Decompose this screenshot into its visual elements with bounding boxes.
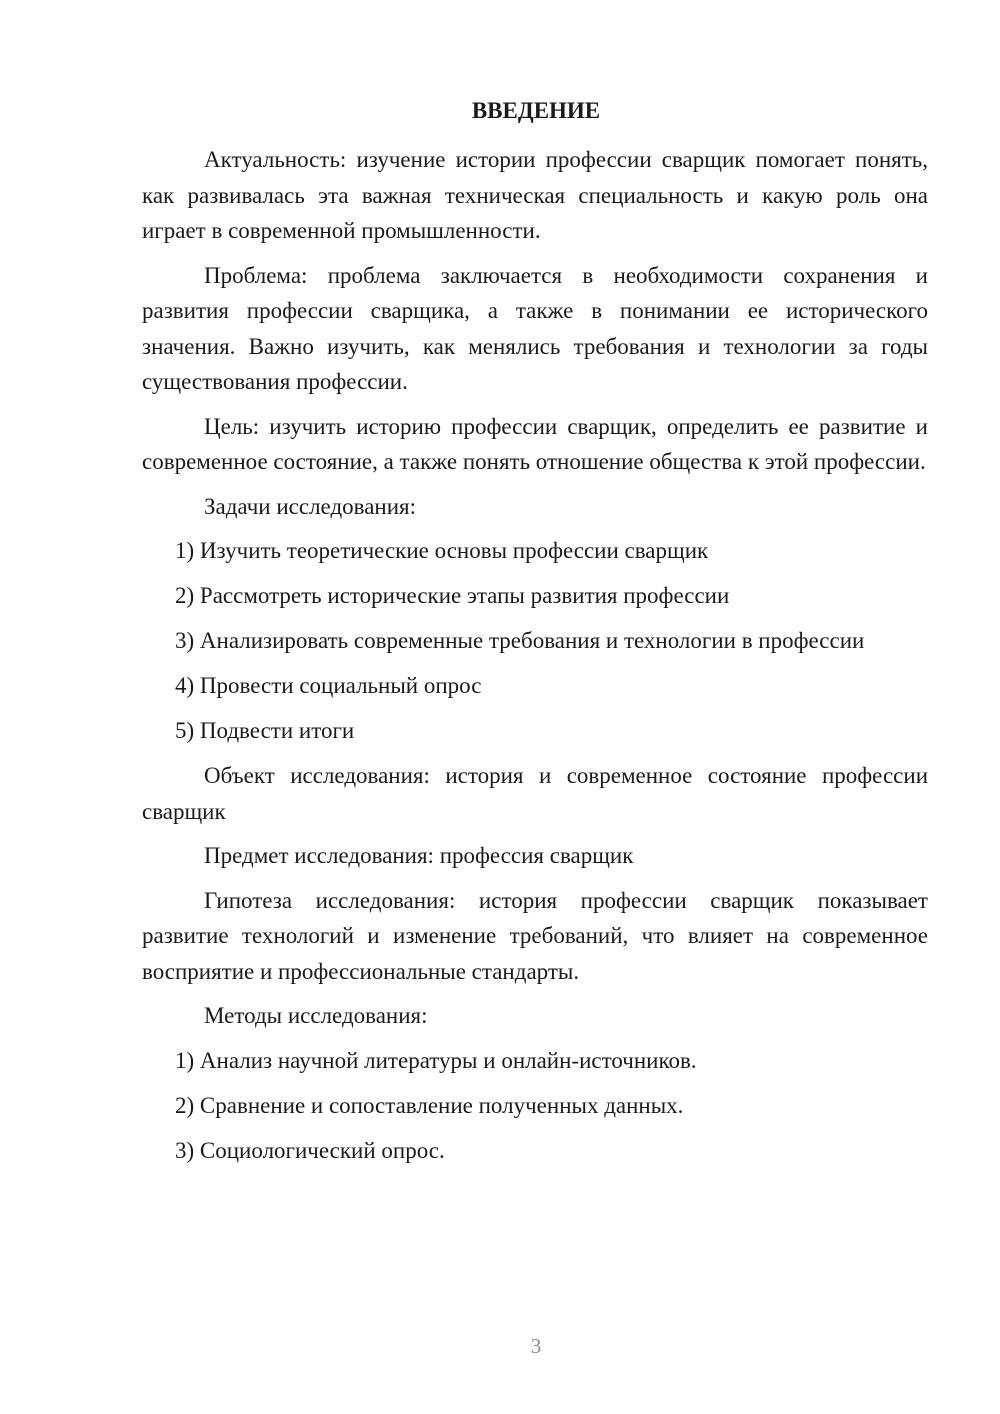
problem-paragraph: Проблема: проблема заключается в необходимости сохранения и развития профессии сварщика, а также в понимании ее исторического значения. Важно изучить, как менялись требования и технологии за годы существования профессии. [142, 262, 928, 394]
list-item: 5) Подвести итоги [175, 718, 355, 743]
methods-heading: Методы исследования: [204, 1003, 428, 1028]
methods-list [142, 1043, 928, 1169]
list-item: 3) Анализировать современные требования и технологии в профессии [175, 628, 865, 653]
list-item: 1) Изучить теоретические основы профессии сварщик [175, 538, 709, 563]
list-item: 4) Провести социальный опрос [175, 673, 482, 698]
subject-paragraph: Предмет исследования: профессия сварщик [204, 843, 634, 868]
document-body [142, 142, 928, 1178]
tasks-heading: Задачи исследования: [204, 493, 417, 519]
list-item: 2) Рассмотреть исторические этапы развития профессии [175, 583, 730, 608]
list-item: 3) Социологический опрос. [175, 1137, 445, 1163]
hypothesis-paragraph: Гипотеза исследования: история профессии сварщик показывает развитие технологий и изменение требований, что влияет на современное восприятие и профессиональные стандарты. [142, 887, 928, 984]
page-number: 3 [530, 1334, 542, 1358]
section-title: ВВЕДЕНИЕ [471, 98, 601, 123]
relevance-paragraph: Актуальность: изучение истории профессии сварщик помогает понять, как развивалась эта важная техническая специальность и какую роль она играет в современной промышленности. [142, 147, 928, 243]
list-item: 2) Сравнение и сопоставление полученных данных. [175, 1092, 684, 1118]
tasks-list [142, 533, 928, 749]
list-item: 1) Анализ научной литературы и онлайн-источников. [175, 1047, 697, 1073]
goal-paragraph: Цель: изучить историю профессии сварщик, определить ее развитие и современное состояние, а также понять отношение общества к этой профессии. [142, 413, 928, 474]
object-paragraph: Объект исследования: история и современное состояние профессии сварщик [142, 763, 928, 824]
